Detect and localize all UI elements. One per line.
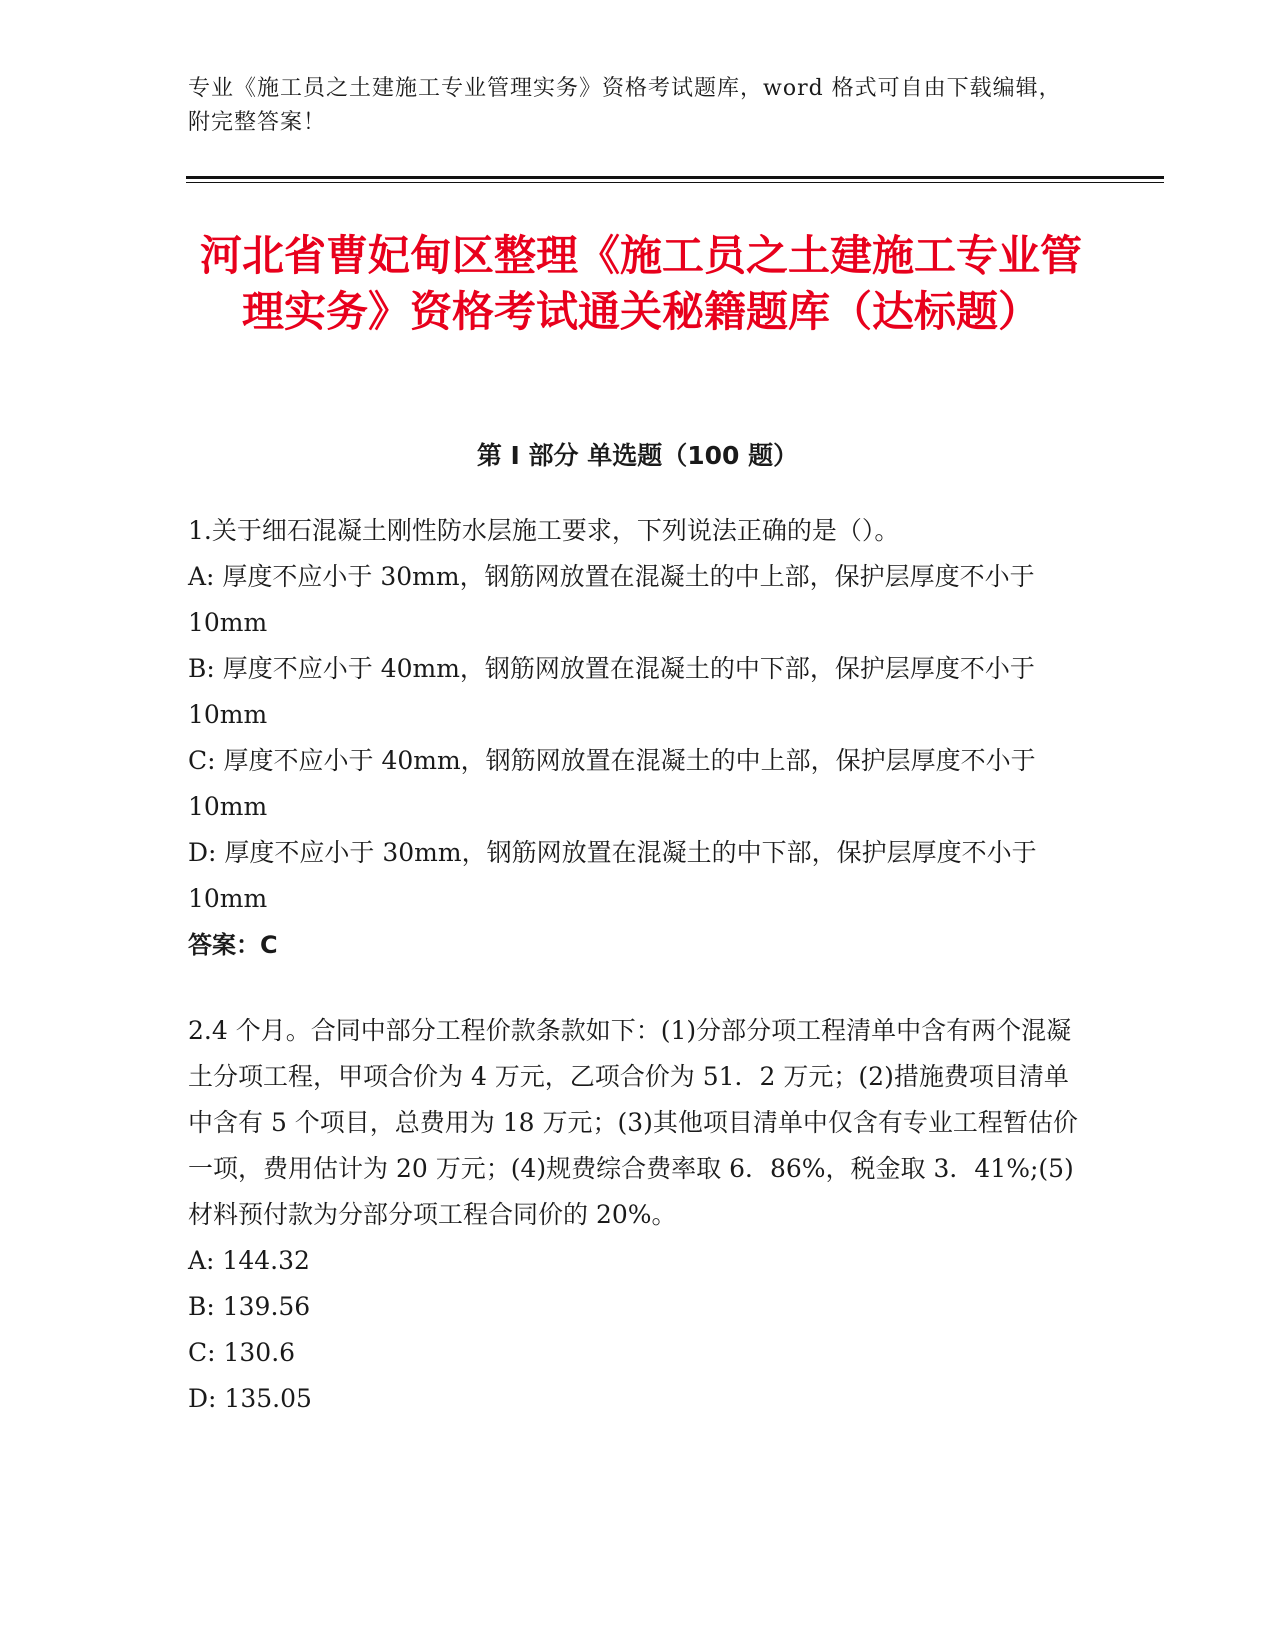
question-stem: 1.关于细石混凝土刚性防水层施工要求，下列说法正确的是（）。 — [188, 516, 900, 545]
header-note: 专业《施工员之土建施工专业管理实务》资格考试题库，word 格式可自由下载编辑，附完整答案！ — [188, 76, 1062, 135]
question-2 — [188, 1008, 1088, 1422]
header-divider-thin — [186, 182, 1164, 183]
question-stem: 2.4 个月。合同中部分工程价款条款如下：(1)分部分项工程清单中含有两个混凝土分项工程，甲项合价为 4 万元，乙项合价为 51．2 万元；(2)措施费项目清单中含有 5 个项目，总费用为 18 万元；(3)其他项目清单中仅含有专业工程暂估价一项，费用估计为 20 万元；(4)规费综合费率取 6．86%，税金取 3．41%;(5)材料预付款为分部分项工程合同价的 20%。 — [188, 1016, 1078, 1229]
option-b: B: 139.56 — [188, 1292, 311, 1321]
option-a: A: 144.32 — [188, 1246, 310, 1275]
option-d: D: 135.05 — [188, 1384, 312, 1413]
option-a: A: 厚度不应小于 30mm，钢筋网放置在混凝土的中上部，保护层厚度不小于 10mm — [188, 562, 1035, 637]
question-1 — [188, 508, 1088, 968]
header-divider — [186, 176, 1164, 179]
option-c: C: 130.6 — [188, 1338, 296, 1367]
option-d: D: 厚度不应小于 30mm，钢筋网放置在混凝土的中下部，保护层厚度不小于 10mm — [188, 838, 1037, 913]
document-title: 河北省曹妃甸区整理《施工员之土建施工专业管理实务》资格考试通关秘籍题库（达标题） — [199, 231, 1082, 336]
answer-label: 答案：C — [188, 931, 278, 959]
option-b: B: 厚度不应小于 40mm，钢筋网放置在混凝土的中下部，保护层厚度不小于 10mm — [188, 654, 1035, 729]
section-heading: 第 I 部分 单选题（100 题） — [476, 441, 799, 470]
option-c: C: 厚度不应小于 40mm，钢筋网放置在混凝土的中上部，保护层厚度不小于 10mm — [188, 746, 1036, 821]
